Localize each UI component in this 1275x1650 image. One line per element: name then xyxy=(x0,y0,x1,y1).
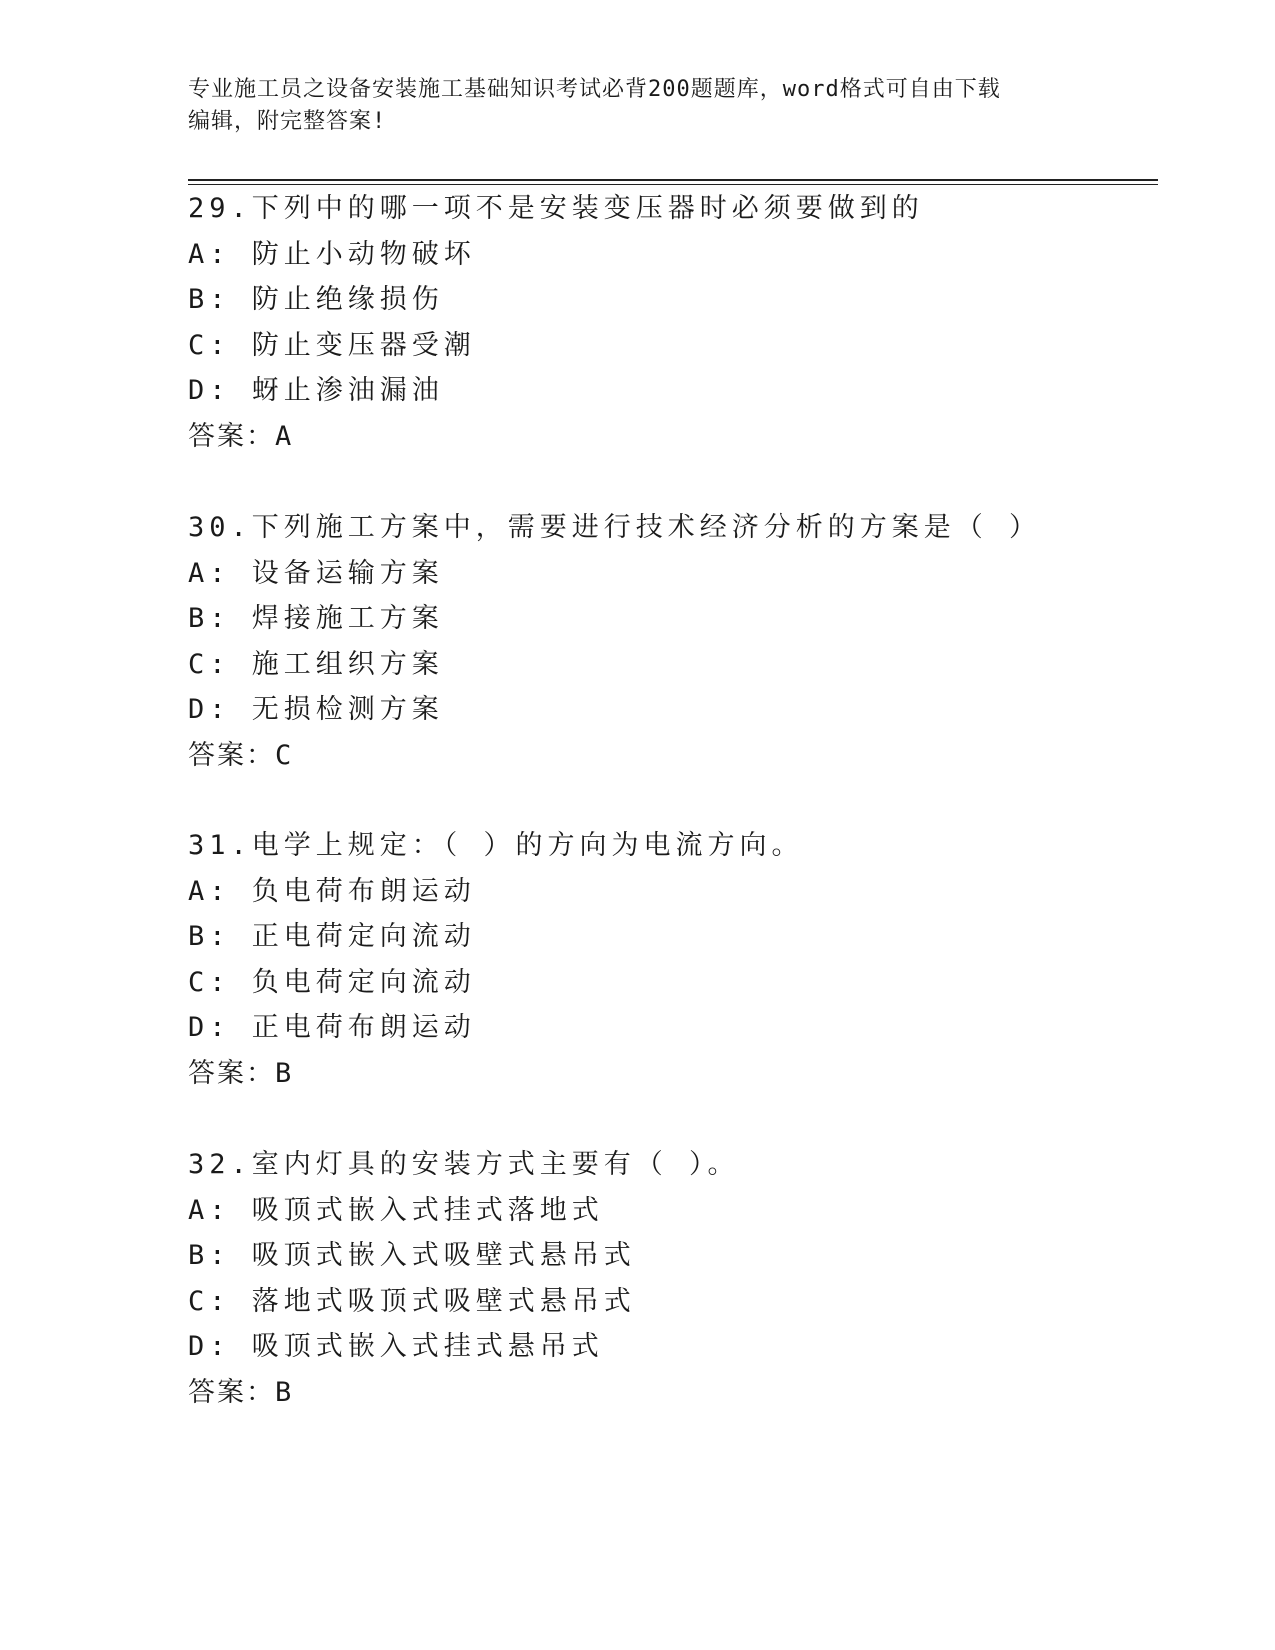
document-header xyxy=(188,74,1088,138)
answer-line: 答案：B xyxy=(188,1057,294,1089)
question-stem: 30.下列施工方案中，需要进行技术经济分析的方案是（ ） xyxy=(188,512,1042,543)
option-c: C: 落地式吸顶式吸壁式悬吊式 xyxy=(188,1285,636,1317)
header-title-line-1: 专业施工员之设备安装施工基础知识考试必背200题题库，word格式可自由下载 xyxy=(188,77,1001,102)
option-c: C: 施工组织方案 xyxy=(188,648,444,680)
option-a: A: 负电荷布朗运动 xyxy=(188,875,476,907)
option-b: B: 正电荷定向流动 xyxy=(188,921,476,953)
question-stem: 32.室内灯具的安装方式主要有（ ）。 xyxy=(188,1149,740,1180)
option-c: C: 防止变压器受潮 xyxy=(188,329,476,361)
option-a: A: 防止小动物破坏 xyxy=(188,238,476,270)
option-a: A: 设备运输方案 xyxy=(188,557,444,589)
option-a: A: 吸顶式嵌入式挂式落地式 xyxy=(188,1194,604,1226)
question-stem: 31.电学上规定：（ ）的方向为电流方向。 xyxy=(188,830,804,861)
answer-line: 答案：C xyxy=(188,739,294,771)
option-d: D: 无损检测方案 xyxy=(188,694,444,726)
option-d: D: 吸顶式嵌入式挂式悬吊式 xyxy=(188,1331,604,1363)
option-d: D: 正电荷布朗运动 xyxy=(188,1012,476,1044)
question-stem: 29.下列中的哪一项不是安装变压器时必须要做到的 xyxy=(188,193,924,224)
question-block-29 xyxy=(188,186,1188,460)
question-block-31 xyxy=(188,823,1188,1097)
question-block-30 xyxy=(188,505,1188,779)
answer-line: 答案：B xyxy=(188,1376,294,1408)
option-b: B: 防止绝缘损伤 xyxy=(188,284,444,316)
option-d: D: 蚜止渗油漏油 xyxy=(188,375,444,407)
header-title-line-2: 编辑，附完整答案! xyxy=(188,109,387,134)
option-c: C: 负电荷定向流动 xyxy=(188,966,476,998)
option-b: B: 吸顶式嵌入式吸壁式悬吊式 xyxy=(188,1240,636,1272)
option-b: B: 焊接施工方案 xyxy=(188,603,444,635)
question-block-32 xyxy=(188,1142,1188,1416)
answer-line: 答案：A xyxy=(188,420,294,452)
header-divider xyxy=(188,179,1158,185)
